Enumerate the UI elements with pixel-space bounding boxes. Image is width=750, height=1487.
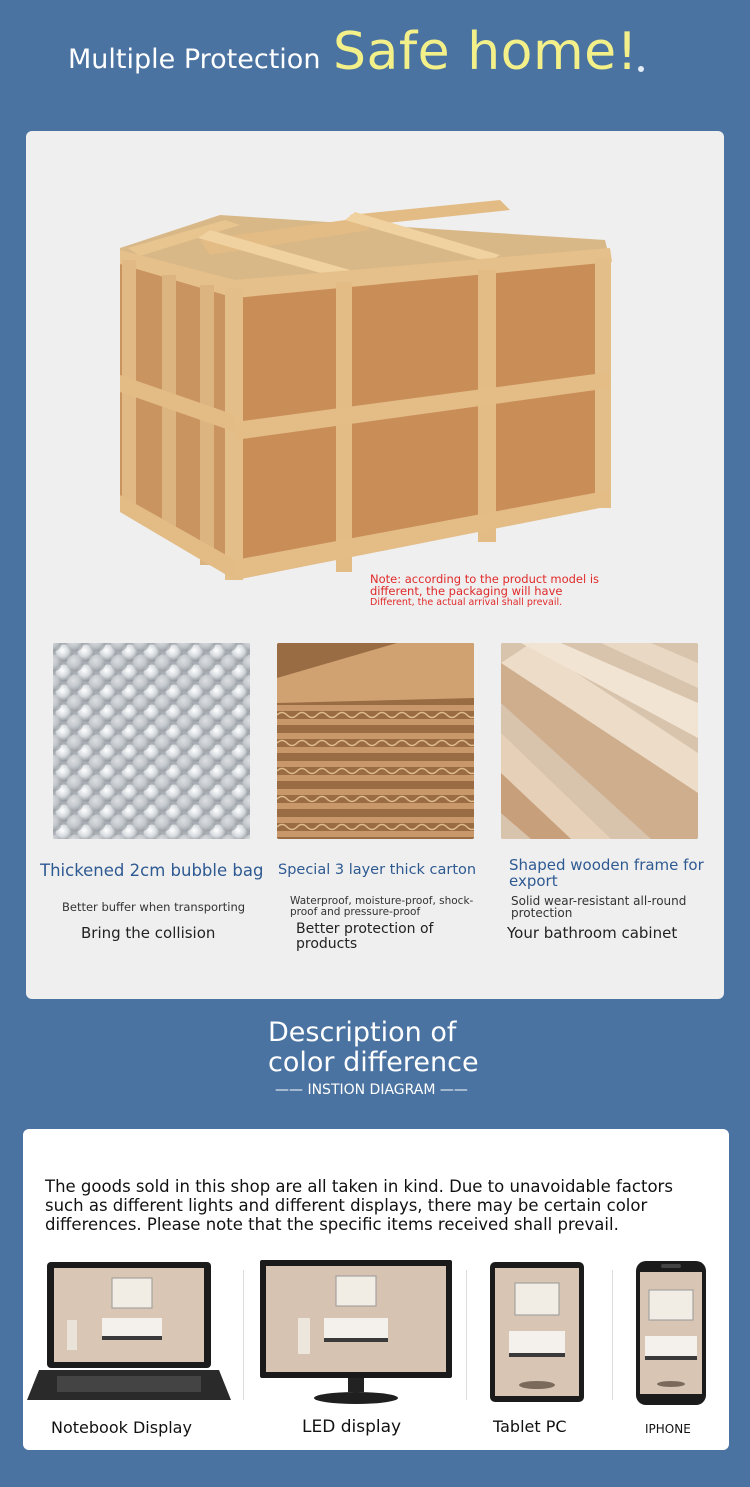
description-heading — [268, 1018, 479, 1078]
corrugated-carton-photo — [277, 643, 474, 839]
tablet-icon — [489, 1261, 585, 1403]
header-subtitle: Multiple Protection — [68, 44, 321, 75]
material-body-carton: Better protection of products — [296, 921, 434, 952]
material-title-carton: Special 3 layer thick carton — [278, 862, 477, 878]
decorative-dot — [638, 66, 644, 72]
bubble-wrap-photo — [53, 643, 250, 839]
material-title-frame: Shaped wooden frame for export — [509, 856, 704, 890]
header-title: Safe home! — [333, 22, 638, 82]
laptop-icon — [27, 1260, 231, 1405]
wooden-crate-illustration — [100, 160, 630, 600]
device-separator — [243, 1270, 244, 1400]
material-subtitle-carton: Waterproof, moisture-proof, shock-proof and pressure-proof — [290, 895, 474, 918]
packaging-note — [370, 573, 640, 609]
note-line-2: Different, the actual arrival shall prevail. — [370, 597, 563, 608]
device-separator — [466, 1270, 467, 1400]
color-difference-notice: The goods sold in this shop are all taken in kind. Due to unavoidable factors such as different lights and different displays, there may be certain color differences. Please note that the specific items received shall prevail. — [45, 1177, 673, 1234]
device-separator — [612, 1270, 613, 1400]
bubble-wrap-pattern — [53, 643, 250, 839]
description-heading-line2: color difference — [268, 1047, 479, 1078]
material-title-bubble: Thickened 2cm bubble bag — [40, 861, 264, 880]
description-tagline: —— INSTION DIAGRAM —— — [275, 1082, 468, 1098]
monitor-icon — [258, 1258, 454, 1405]
device-label-notebook: Notebook Display — [51, 1418, 192, 1437]
material-body-bubble: Bring the collision — [81, 924, 216, 942]
material-body-frame: Your bathroom cabinet — [507, 924, 678, 942]
wooden-strips-pattern — [501, 643, 698, 839]
carton-layers-pattern — [277, 643, 474, 839]
phone-icon — [635, 1260, 707, 1406]
material-subtitle-bubble: Better buffer when transporting — [62, 900, 246, 914]
material-subtitle-frame: Solid wear-resistant all-round protection — [511, 894, 687, 920]
description-heading-line1: Description of — [268, 1017, 457, 1048]
wooden-strips-photo — [501, 643, 698, 839]
note-line-1: Note: according to the product model is different, the packaging will have — [370, 572, 600, 598]
device-label-iphone: IPHONE — [645, 1422, 691, 1436]
device-label-tablet: Tablet PC — [493, 1417, 567, 1436]
device-label-led: LED display — [302, 1417, 402, 1437]
